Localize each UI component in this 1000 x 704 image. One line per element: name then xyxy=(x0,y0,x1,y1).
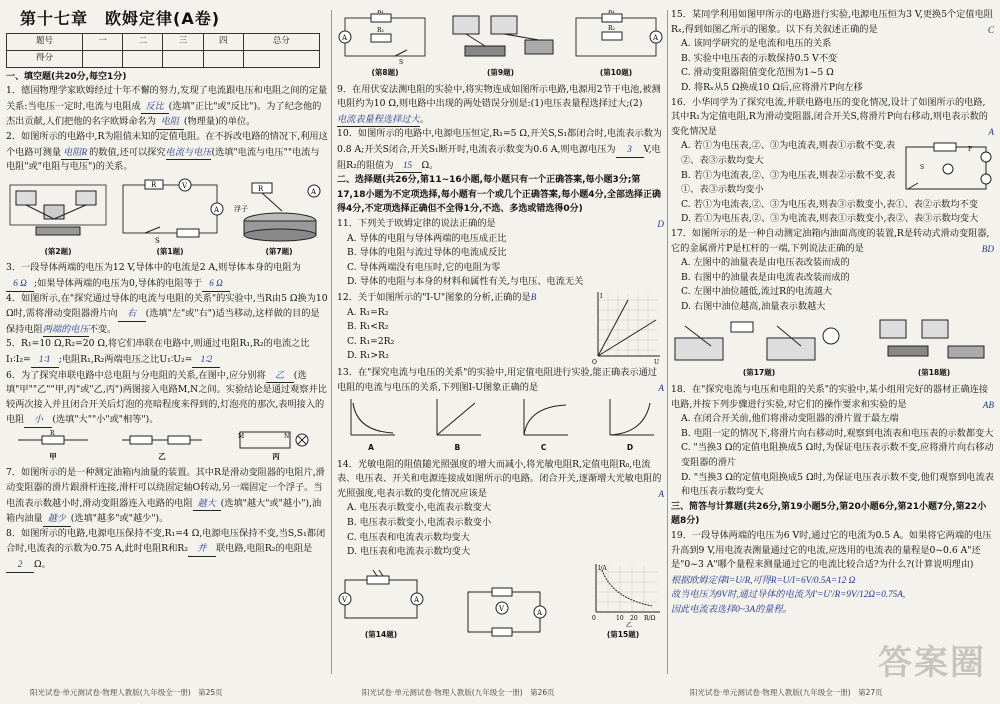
figure-q6-b xyxy=(122,430,202,465)
option: A. 若①为电压表,②、③为电流表,则表①示数不变,表②、表③示数均变大 xyxy=(681,140,896,166)
option: A. 该同学研究的是电流和电压的关系 xyxy=(681,38,832,50)
answer-choice[interactable]: C xyxy=(987,24,994,35)
answer-blank[interactable]: 并 xyxy=(188,541,216,557)
circuit-diagram xyxy=(6,177,110,245)
answer-blank[interactable]: 小 xyxy=(24,412,52,428)
question-11: 11．下列关于欧姆定律的说法正确的是 D xyxy=(337,217,664,232)
label-n: N xyxy=(284,432,290,440)
page-footer: 阳光试卷·单元测试卷·物理人教版(九年级全一册) 第26页 xyxy=(362,688,555,697)
label-r1: R₁ xyxy=(608,10,615,15)
option: D. 若①为电压表,②、③为电流表,则表①示数变小,表②、表③示数均变大 xyxy=(681,213,979,225)
label-s: S xyxy=(399,59,404,66)
option: C. "当换3 Ω的定值电阻换成5 Ω时,为保证电压表示数不变,应将滑片向右移动变阻器的滑片 xyxy=(681,442,994,469)
graph xyxy=(604,397,656,441)
score-header: 四 xyxy=(203,33,243,50)
option: D. 右图中油位越高,油量表示数越大 xyxy=(681,300,826,312)
label-float: 浮子 xyxy=(234,204,248,213)
oil-gauge-diagram xyxy=(671,316,847,366)
label-a: A xyxy=(536,609,542,618)
question-15: 15．某同学利用如图甲所示的电路进行实验,电源电压恒为3 V,更换5个定值电阻Rₓ,得到如图乙所示的图象。以下有关叙述正确的是 C xyxy=(671,8,994,37)
option: A. 导体的电阻与导体两端的电压成正比 xyxy=(347,232,507,244)
figure-label: 甲 xyxy=(49,451,57,461)
label-a: A xyxy=(653,34,659,42)
section-heading: 一、填空题(共20分,每空1分) xyxy=(6,71,127,82)
question-14: 14．光敏电阻的阻值随光照强度的增大而减小,将光敏电阻R,定值电阻R₀,电流表、电压表、开关和电源连接成如图所示的电路。闭合开关,逐渐增大光敏电阻的光照强度,电表示数的变化情况应该是 A xyxy=(337,458,664,502)
question-18: 18．在"探究电流与电压和电阻的关系"的实验中,某小组用完好的器材正确连接电路,并按下列步骤进行实验,对它们的操作要求和实验的是 AB xyxy=(671,383,994,412)
score-header: 一 xyxy=(83,33,123,50)
answer-blank[interactable]: 3 xyxy=(616,142,644,158)
option: A. R₁=R₂ xyxy=(347,306,389,318)
label-r: R xyxy=(50,429,55,437)
label-p: P xyxy=(968,146,973,154)
option: B. 导体的电阻与流过导体的电流成反比 xyxy=(347,247,507,259)
option: D. R₁>R₂ xyxy=(347,350,389,362)
label-m: M xyxy=(238,432,245,440)
figure-q6-c xyxy=(236,430,316,465)
answer-choice[interactable]: D xyxy=(657,218,664,229)
graph-option-c xyxy=(518,397,570,456)
axis-label: R/Ω xyxy=(644,614,656,622)
answer-blank[interactable]: 1∶1 xyxy=(31,352,59,368)
option: B. 电阻一定的情况下,将滑片向右移动时,观察到电流表和电压表的示数都变大 xyxy=(681,427,994,439)
option: C. 滑动变阻器阻值变化范围为1~5 Ω xyxy=(681,67,834,79)
option: D. "当换3 Ω的定值电阻换成5 Ω时,为保证电压表示数不变,他们观察到电流表和电压表示数均变大 xyxy=(681,471,994,498)
option: C. 若①为电流表,②、③为电压表,则表③示数变小,表①、表②示数均不变 xyxy=(681,198,978,210)
score-cell[interactable] xyxy=(203,50,243,67)
figure-caption: (第2题) xyxy=(44,246,72,256)
figure-q10 xyxy=(568,10,664,81)
axis-label: U xyxy=(654,358,660,366)
page-footer: 阳光试卷·单元测试卷·物理人教版(九年级全一册) 第27页 xyxy=(690,688,883,697)
score-header: 二 xyxy=(123,33,163,50)
figure-caption: (第1题) xyxy=(156,246,184,256)
answer-choice[interactable]: A xyxy=(658,382,664,393)
figure-row xyxy=(6,177,328,260)
answer-choice[interactable]: A xyxy=(988,126,994,137)
figure-caption: (第15题) xyxy=(606,629,640,639)
answer-blank[interactable]: 乙 xyxy=(266,368,294,384)
option: C. 电压表和电流表示数均变大 xyxy=(347,531,470,543)
column-divider xyxy=(331,10,332,674)
page-footer: 阳光试卷·单元测试卷·物理人教版(九年级全一册) 第25页 xyxy=(30,688,223,697)
option: D. 电压表和电流表示数均变大 xyxy=(347,546,471,558)
option: A. 电压表示数变小,电流表示数变大 xyxy=(347,502,492,514)
figure-caption: (第14题) xyxy=(364,629,398,639)
option: D. 将Rₓ从5 Ω换成10 Ω后,应将滑片P向左移 xyxy=(681,81,863,93)
option: A. 左图中的油量表是由电压表改装而成的 xyxy=(681,257,850,269)
figure-q14 xyxy=(337,568,425,643)
figure-q1 xyxy=(115,177,225,260)
graph xyxy=(518,397,570,441)
question-6: 6．为了探究串联电路中总电阻与分电阻的关系,在图中,应分别将 乙 (选填"甲""乙""甲,丙"或"乙,丙")两图接入电路M,N之间。实验结论是通过观察并比较两次接入并且闭合开关后灯泡的亮暗程度来得到的,灯泡亮的那次,表明接入的电阻 小 (选填"大""小"或"相等")。 xyxy=(6,368,328,428)
score-table xyxy=(6,33,320,68)
resistor-diagram xyxy=(122,430,202,450)
question-19: 19．一段导体两端的电压为6 V时,通过它的电流为0.5 A。如果将它两端的电压升高到9 V,用电流表测量通过它的电流,应选用的电流表的量程是0~0.6 A"还是"0~3 A"哪个量程来测量通过它的电流比较合适?为什么?(计算说明理由) xyxy=(671,530,992,571)
answer-blank[interactable]: 越少 xyxy=(43,511,71,527)
column-divider xyxy=(667,10,668,674)
option: B. R₁<R₂ xyxy=(347,321,389,333)
tick-label: 0 xyxy=(592,614,596,622)
question-12: 12．关于如图所示的"I-U"图象的分析,正确的是B xyxy=(337,291,537,303)
figure-row-q13 xyxy=(337,397,664,456)
graph xyxy=(431,397,483,441)
figure-q15-b xyxy=(582,562,664,643)
section-heading: 二、选择题(共26分,第11~16小题,每小题只有一个正确答案,每小题3分;第17,18小题为不定项选择,每小题有一个或几个正确答案,每小题4分,全部选择正确得4分,不定项选择正确但不全得1分,不选、多选或错选得0分) xyxy=(337,175,661,215)
option: B. 右图中的油量表是由电流表改装而成的 xyxy=(681,271,850,283)
circuit-diagram xyxy=(460,582,548,642)
option: B. 电压表示数变小,电流表示数变小 xyxy=(347,517,492,529)
label-a: A xyxy=(342,34,348,42)
figure-row xyxy=(671,316,994,381)
figure-q8 xyxy=(337,10,433,81)
column-left xyxy=(6,8,328,573)
answer-blank[interactable]: 反比 xyxy=(141,99,169,115)
answer-choice[interactable]: BD xyxy=(981,243,994,254)
label-a: A xyxy=(214,205,220,214)
label-s: S xyxy=(155,236,160,245)
label-s: S xyxy=(920,164,925,172)
figure-caption: (第9题) xyxy=(486,68,515,77)
answer-blank[interactable]: 越大 xyxy=(193,496,221,512)
question-4: 4．如图所示,在"探究通过导体的电流与电阻的关系"的实验中,当R由5 Ω换为10 Ω时,需将滑动变阻器滑片向 右 (选填"左"或"右")适当移动,这样做的目的是保持电阻两端的电压不变。 xyxy=(6,292,328,338)
question-17: 17．如图所示的是一种自动测定油箱内油面高度的装置,R是转动式滑动变阻器,它的金属滑片P是杠杆的一端,下列说法正确的是 BD xyxy=(671,227,994,256)
figure-caption: (第18题) xyxy=(917,368,951,378)
figure-row-q6 xyxy=(6,430,328,465)
handwritten-answer: 故当电压为9V时,通过导体的电流为I′=U′/R=9V/12Ω=0.75A, xyxy=(671,589,906,600)
option: B. 实验中电压表的示数保持0.5 V不变 xyxy=(681,52,838,64)
answer-blank[interactable]: 电阻 xyxy=(156,114,184,130)
answer-blank[interactable]: 右 xyxy=(118,306,146,322)
apparatus-diagram xyxy=(445,10,557,66)
figure-q7 xyxy=(230,177,328,260)
option-label: C xyxy=(540,443,547,453)
answer-blank[interactable]: 两端的电压 xyxy=(43,322,89,338)
watermark: 答案圈 xyxy=(878,643,986,683)
option-label: D xyxy=(626,443,634,453)
figure-label: 丙 xyxy=(272,451,280,461)
figure-caption: (第7题) xyxy=(265,246,293,256)
option: C. 导体两端没有电压时,它的电阻为零 xyxy=(347,261,501,273)
column-middle xyxy=(337,8,664,644)
question-12-block xyxy=(337,290,664,366)
answer-blank[interactable]: 电阻R xyxy=(61,145,89,161)
circuit-diagram xyxy=(236,430,316,450)
question-9: 9．在用伏安法测电阻的实验中,将实物连成如图所示电路,电源用2节干电池,被测电阻约为10 Ω,则电路中出现的两处错误分别是:(1)电压表量程选择过大;(2)电流表量程选择过大。 xyxy=(337,83,664,128)
question-10: 10．如图所示的电路中,电源电压恒定,R₁=5 Ω,开关S,S₁都闭合时,电流表示数为0.8 A;开关S闭合,开关S₁断开时,电流表示数变为0.6 A,则电源电压为 3 V,电阻R₂的阻值为 15 Ω。 xyxy=(337,127,664,173)
graph-option-d xyxy=(604,397,656,456)
figure-row xyxy=(337,10,664,81)
question-16-block xyxy=(671,139,994,197)
option-label: B xyxy=(454,443,461,453)
answer-choice[interactable]: B xyxy=(530,291,537,302)
figure-q2 xyxy=(6,177,110,260)
circuit-diagram xyxy=(115,177,225,245)
page-title: 第十七章 欧姆定律(A卷) xyxy=(20,9,221,28)
circuit-diagram xyxy=(337,568,425,628)
handwritten-answer: 因此电流表选择0~3A的量程。 xyxy=(671,603,792,614)
score-cell[interactable] xyxy=(163,50,203,67)
answer-blank[interactable]: 电流与电压 xyxy=(166,145,212,161)
score-cell[interactable] xyxy=(123,50,163,67)
answer-blank[interactable]: 6 Ω xyxy=(6,276,34,292)
question-7: 7．如图所示的是一种测定油箱内油量的装置。其中R是滑动变阻器的电阻片,滑动变阻器的滑片跟滑杆连接,滑杆可以绕固定轴O转动,另一端固定一个浮子。当电流表示数越小时,滑动变阻器连入电路的电阻 越大 (选填"越大"或"越小"),油箱内油量 越少 (选填"越多"或"越少")。 xyxy=(6,466,328,526)
answer-blank[interactable]: 2 xyxy=(6,557,34,573)
figure-label: 乙 xyxy=(158,451,166,461)
graph-option-b xyxy=(431,397,483,456)
label-a: A xyxy=(414,595,420,604)
score-cell[interactable] xyxy=(243,50,319,67)
column-right xyxy=(671,8,994,617)
label-r2: R₂ xyxy=(608,25,615,32)
axis-label: I/A xyxy=(598,564,607,572)
option: C. 左图中油位越低,流过R的电流越大 xyxy=(681,286,833,298)
axis-label: I xyxy=(600,292,603,300)
circuit-diagram xyxy=(337,10,433,66)
figure-label: 乙 xyxy=(626,621,633,628)
circuit-diagram xyxy=(568,10,664,66)
tick-label: 10 xyxy=(616,614,624,622)
figure-row xyxy=(337,562,664,643)
answer-blank[interactable]: 15 xyxy=(394,158,422,174)
question-8: 8．如图所示的电路,电源电压保持不变,R₁=4 Ω,电源电压保持不变,当S,S₁都闭合时,电流表的示数为0.75 A,此时电阻R和R₂ 并 联电路,电阻R₂的电阻是2 Ω。 xyxy=(6,527,328,573)
score-header: 总分 xyxy=(243,33,319,50)
graph-option-a xyxy=(345,397,397,456)
option: A. 在闭合开关前,他们将滑动变阻器的滑片置于最左端 xyxy=(681,413,899,425)
label-v: V xyxy=(498,605,504,614)
answer-choice[interactable]: A xyxy=(658,488,664,499)
answer-blank[interactable]: 1∶2 xyxy=(192,352,220,368)
label-v: V xyxy=(342,595,348,604)
tick-label: 20 xyxy=(630,614,638,622)
label-r2: R₂ xyxy=(377,27,384,34)
label-r: R xyxy=(258,184,264,193)
label-r1: R₁ xyxy=(377,10,384,15)
score-header: 题号 xyxy=(7,33,83,50)
label-a: A xyxy=(311,187,317,196)
option-label: A xyxy=(368,443,374,453)
figure-q6-a xyxy=(18,430,88,465)
label-v: V xyxy=(182,181,188,190)
figure-caption: (第8题) xyxy=(371,68,399,77)
figure-q15-a xyxy=(460,582,548,642)
apparatus-diagram xyxy=(874,316,994,366)
option: D. 导体的电阻与本身的材料和属性有关,与电压、电流无关 xyxy=(347,276,584,288)
current-resistance-graph xyxy=(582,562,664,628)
circuit-diagram xyxy=(898,139,994,197)
figure-caption: (第17题) xyxy=(742,368,776,378)
iu-graph xyxy=(588,290,664,366)
figure-q18 xyxy=(874,316,994,381)
question-5: 5．R₁=10 Ω,R₂=20 Ω,将它们串联在电路中,则通过电阻R₁,R₂的电流之比I₁∶I₂= 1∶1 ;电阻R₁,R₂两端电压之比U₁∶U₂= 1∶2 xyxy=(6,337,328,367)
score-cell[interactable] xyxy=(83,50,123,67)
question-1: 1．德国物理学家欧姆经过十年不懈的努力,发现了电流跟电压和电阻之间的定量关系:当电压一定时,电流与电阻成 反比 (选填"正比"或"反比")。为了纪念他的杰出贡献,人们把他的名字欧姆命名为 电阻 (物理量)的单位。 xyxy=(6,84,328,130)
score-row-label: 得分 xyxy=(7,50,83,67)
axis-origin: O xyxy=(592,358,597,366)
answer-choice[interactable]: AB xyxy=(982,399,994,410)
answer-blank[interactable]: 电流表量程选择过大 xyxy=(337,112,420,128)
answer-blank[interactable]: 6 Ω xyxy=(202,276,230,292)
oil-gauge-diagram xyxy=(230,177,328,245)
handwritten-answer: 根据欧姆定律I=U/R,可得R=U/I=6V/0.5A=12 Ω xyxy=(671,574,856,585)
label-r: R xyxy=(151,180,157,189)
figure-caption: (第10题) xyxy=(599,68,633,77)
question-13: 13．在"探究电流与电压的关系"的实验中,用定值电阻进行实验,能正确表示通过电阻的电流与电压的关系,下列图I-U图象正确的是 A xyxy=(337,366,664,395)
graph xyxy=(345,397,397,441)
figure-q17 xyxy=(671,316,847,381)
section-heading: 三、简答与计算题(共26分,第19小题5分,第20小题6分,第21小题7分,第22小题8分) xyxy=(671,501,987,527)
option: B. 若①为电流表,②、③为电压表,则表②示数不变,表①、表③示数均变小 xyxy=(681,169,896,196)
question-2: 2．如图所示的电路中,R为阻值未知的定值电阻。在不拆改电路的情况下,利用这个电路可测量 电阻R 的数值,还可以探究电流与电压(选填"电流与电压""电流与电阻"或"电阻与电压")的关系。 xyxy=(6,130,328,173)
question-3: 3．一段导体两端的电压为12 V,导体中的电流是2 A,则导体本身的电阻为6 Ω ;如果导体两端的电压为0,导体的电阻等于 6 Ω xyxy=(6,261,328,291)
resistor-diagram xyxy=(18,430,88,450)
figure-q9 xyxy=(445,10,557,81)
score-header: 三 xyxy=(163,33,203,50)
question-16: 16．小华同学为了探究电流,并联电路电压的变化情况,设计了如图所示的电路,其中R₁为定值电阻,R为滑动变阻器,闭合开关S,将滑片P向右移动,则电表示数的变化情况是 A xyxy=(671,96,994,140)
option: C. R₁=2R₂ xyxy=(347,335,395,347)
